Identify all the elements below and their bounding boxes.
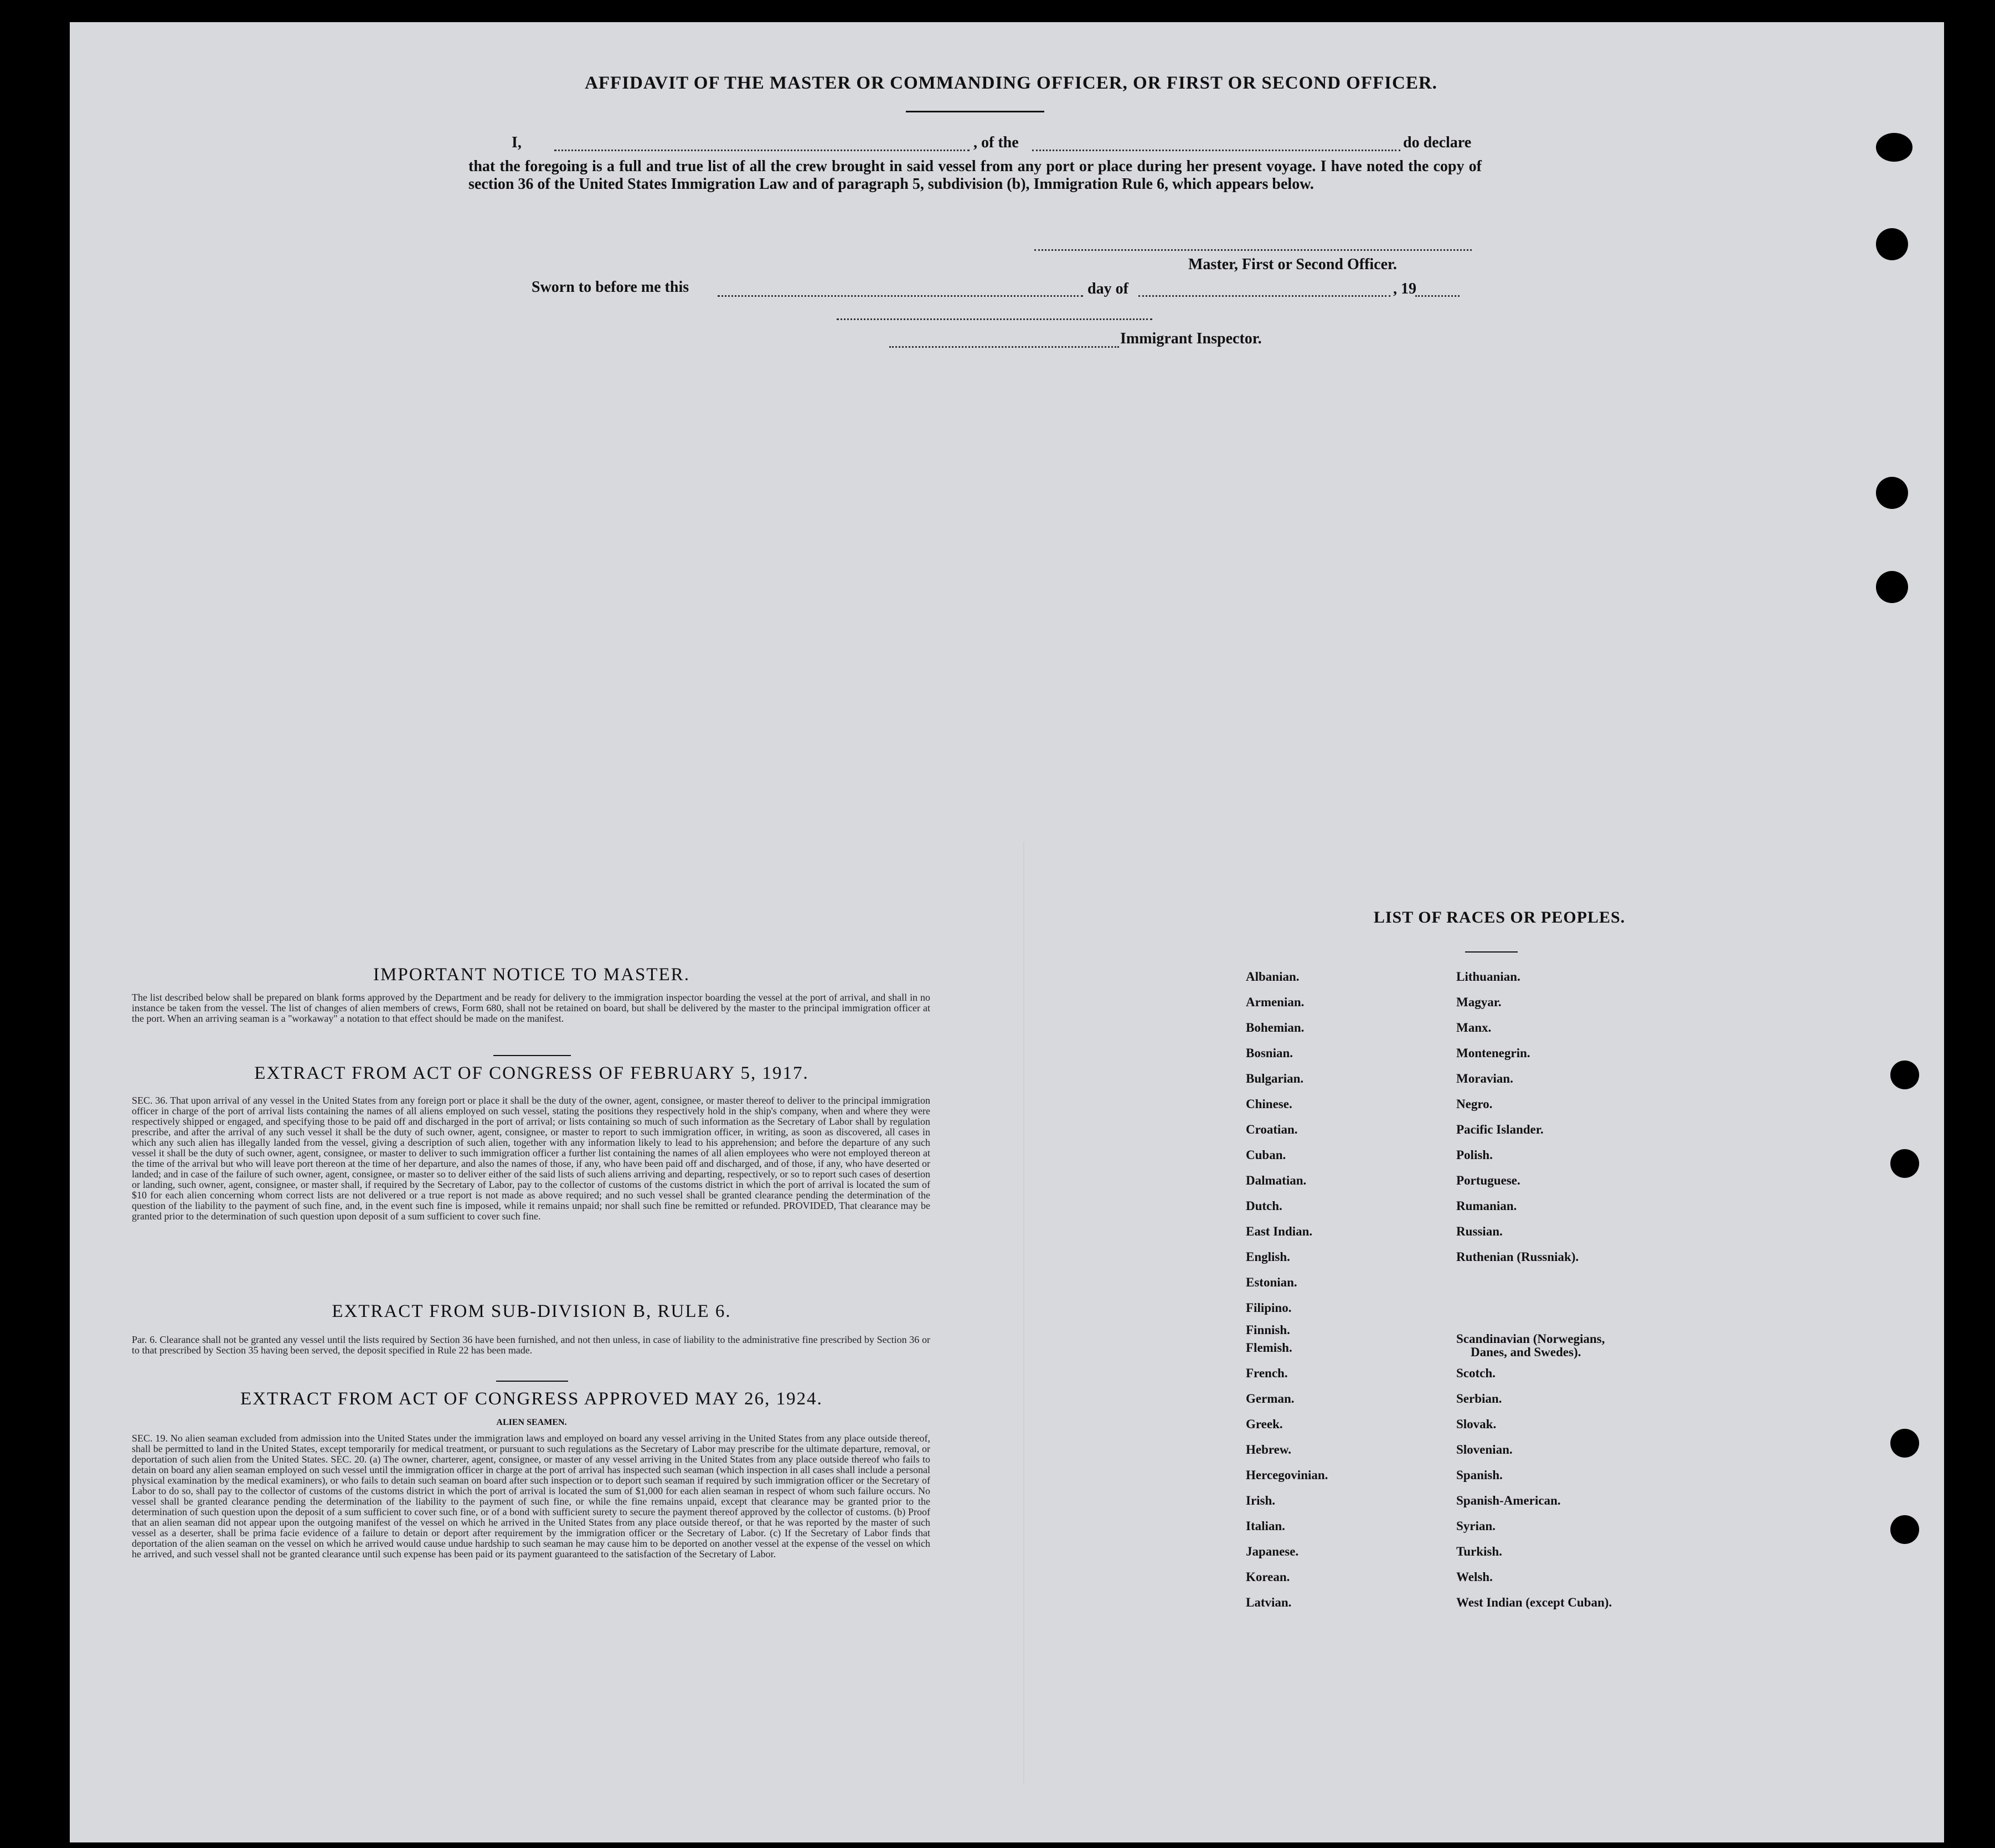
notice-rule <box>493 1055 571 1056</box>
race-item: Cuban. <box>1246 1148 1286 1162</box>
race-item: Filipino. <box>1246 1301 1292 1315</box>
races-rule <box>1465 951 1518 953</box>
race-item: Russian. <box>1456 1224 1503 1238</box>
binder-hole <box>1876 228 1908 260</box>
race-item: German. <box>1246 1392 1295 1406</box>
day-of-label: day of <box>1087 280 1128 297</box>
race-item: Bosnian. <box>1246 1046 1293 1060</box>
notice-title: IMPORTANT NOTICE TO MASTER. <box>373 965 690 985</box>
race-item: Bulgarian. <box>1246 1072 1304 1085</box>
race-item: Slovak. <box>1456 1417 1497 1431</box>
year-label: , 19 <box>1393 280 1416 297</box>
race-item: Bohemian. <box>1246 1021 1305 1034</box>
race-item: Croatian. <box>1246 1123 1298 1136</box>
race-item: Korean. <box>1246 1570 1290 1584</box>
of-the-label: , of the <box>973 134 1019 151</box>
rule6-rule <box>496 1381 568 1382</box>
notice-text: The list described below shall be prepared on blank forms approved by the Department and be ready for delivery to the immigration inspector boarding the vessel at the port of arrival, and shall in no instance be taken from the vessel. The list of changes of alien members of crews, Form 680, shall not be retained on board, but shall be delivered by the master to the principal immigration officer at the port. When an arriving seaman is a "workaway" a notation to that effect should be made on the manifest. <box>132 992 930 1024</box>
race-item: Spanish. <box>1456 1468 1503 1482</box>
binder-hole <box>1876 133 1912 162</box>
extract-1924-subtitle: ALIEN SEAMEN. <box>496 1418 567 1427</box>
master-signature-blank <box>1034 249 1472 251</box>
vessel-name-blank <box>1032 150 1400 151</box>
extract-1917-title: EXTRACT FROM ACT OF CONGRESS OF FEBRUARY 5, 1917. <box>254 1063 809 1083</box>
year-blank <box>1415 295 1460 297</box>
race-item: West Indian (except Cuban). <box>1456 1595 1612 1609</box>
race-item: Magyar. <box>1456 995 1502 1009</box>
race-item: Danes, and Swedes). <box>1471 1345 1581 1359</box>
inspector-label: Immigrant Inspector. <box>1120 330 1262 347</box>
race-item: French. <box>1246 1366 1288 1380</box>
affiant-label: I, <box>512 134 522 151</box>
inspector-upper-blank <box>837 318 1152 320</box>
race-item: Pacific Islander. <box>1456 1123 1544 1136</box>
race-item: Serbian. <box>1456 1392 1502 1406</box>
race-item: Scotch. <box>1456 1366 1496 1380</box>
races-title: LIST OF RACES OR PEOPLES. <box>1373 908 1626 926</box>
race-item: Hercegovinian. <box>1246 1468 1328 1482</box>
race-item: Spanish-American. <box>1456 1494 1561 1507</box>
master-signature-label: Master, First or Second Officer. <box>1188 256 1397 273</box>
race-item: Moravian. <box>1456 1072 1513 1085</box>
binder-hole <box>1890 1149 1919 1178</box>
extract-rule6-text: Par. 6. Clearance shall not be granted any vessel until the lists required by Section 36 have been furnished, and not then unless, in case of liability to the administrative fine prescribed by Section 36 or to that prescribed by Section 35 having been served, the deposit specified in Rule 22 has been made. <box>132 1334 930 1356</box>
race-item: Dutch. <box>1246 1199 1282 1213</box>
affiant-name-blank <box>554 150 970 151</box>
race-item: Syrian. <box>1456 1519 1496 1533</box>
binder-hole <box>1876 477 1908 509</box>
race-item: Japanese. <box>1246 1545 1299 1558</box>
race-item: Manx. <box>1456 1021 1492 1034</box>
binder-hole <box>1890 1515 1919 1544</box>
declare-label: do declare <box>1403 134 1472 151</box>
inspector-signature-blank <box>889 346 1119 348</box>
binder-hole <box>1890 1061 1919 1089</box>
race-item: Slovenian. <box>1456 1443 1513 1456</box>
race-item: Ruthenian (Russniak). <box>1456 1250 1579 1264</box>
race-item: Greek. <box>1246 1417 1283 1431</box>
race-item: East Indian. <box>1246 1224 1313 1238</box>
extract-1924-text: SEC. 19. No alien seaman excluded from admission into the United States under the immigration laws and employed on board any vessel arriving in the United States from any place outside thereof, shall be permitted to land in the United States, except temporarily for medical treatment, or pursuant to such regulations as the Secretary of Labor may prescribe for the ultimate departure, removal, or deportation of such alien from the United States. SEC. 20. (a) The owner, charterer, agent, consignee, or master of any vessel arriving in the United States from any place outside thereof who fails to detain on board any alien seaman employed on such vessel until the immigration officer in charge at the port of arrival has inspected such seaman (which inspection in all cases shall include a personal physical examination by the medical examiners), or who fails to detain such seaman on board after such inspection or to deport such seaman if required by such immigration officer or the Secretary of Labor to do so, shall pay to the collector of customs of the customs district in which the port of arrival is located the sum of $1,000 for each alien seaman in respect of whom such failure occurs. No vessel shall be granted clearance pending the determination of the liability to the payment of such fine, or while the fine remains unpaid, except that clearance may be granted prior to the determination of such question upon the deposit of a sum sufficient to cover such fine, or of a bond with sufficient surety to secure the payment thereof approved by the collector of customs. (b) Proof that an alien seaman did not appear upon the outgoing manifest of the vessel on which he arrived in the United States from any place outside thereof, or that he was reported by the master of such vessel as a deserter, shall be prima facie evidence of a failure to detain or deport after requirement by the immigration officer or the Secretary of Labor. (c) If the Secretary of Labor finds that deportation of the alien seaman on the vessel on which he arrived would cause undue hardship to such seaman he may cause him to be deported on another vessel at the expense of the vessel on which he arrived, and such vessel shall not be granted clearance until such expense has been paid or its payment guaranteed to the satisfaction of the Secretary of Labor. <box>132 1433 930 1559</box>
race-item: Finnish. <box>1246 1323 1290 1337</box>
race-item: Polish. <box>1456 1148 1493 1162</box>
race-item: English. <box>1246 1250 1290 1264</box>
race-item: Armenian. <box>1246 995 1305 1009</box>
extract-1917-text: SEC. 36. That upon arrival of any vessel in the United States from any foreign port or place it shall be the duty of the owner, agent, consignee, or master thereof to deliver to the principal immigration officer in charge of the port of arrival lists containing the names of all aliens employed on such vessel, stating the positions they respectively hold in the ship's company, when and where they were respectively shipped or engaged, and specifying those to be paid off and discharged in the port of arrival; or lists containing so much of such information as the Secretary of Labor shall by regulation prescribe, and after the arrival of any such vessel it shall be the duty of such owner, agent, consignee, or master to report to such immigration officer, in writing, as soon as discovered, all cases in which any such alien has illegally landed from the vessel, giving a description of such alien, together with any information likely to lead to his apprehension; and before the departure of any such vessel it shall be the duty of such owner, agent, consignee, or master to deliver to such immigration officer a further list containing the names of all alien employees who were not employed thereon at the time of the arrival but who will leave port thereon at the time of her departure, and also the names of those, if any, who have been paid off and discharged, and of those, if any, who have deserted or landed; and in case of the failure of such owner, agent, consignee, or master so to deliver either of the said lists of such aliens arriving and departing, respectively, or so to report such cases of desertion or landing, such owner, agent, consignee, or master shall, if required by the Secretary of Labor, pay to the collector of customs of the customs district in which the port of arrival is located the sum of $10 for each alien concerning whom correct lists are not delivered or a true report is not made as above required; and no such vessel shall be granted clearance pending the determination of the question of the liability to the payment of such fine, and, in the event such fine is imposed, while it remains unpaid; nor shall such fine be remitted or refunded. PROVIDED, That clearance may be granted prior to the determination of such question upon deposit of a sum sufficient to cover such fine. <box>132 1095 930 1222</box>
race-item: Lithuanian. <box>1456 970 1520 984</box>
race-item: Negro. <box>1456 1097 1493 1111</box>
center-fold <box>1023 842 1024 1783</box>
race-item: Chinese. <box>1246 1097 1292 1111</box>
race-item: Hebrew. <box>1246 1443 1291 1456</box>
month-blank <box>1138 295 1390 297</box>
race-item: Rumanian. <box>1456 1199 1517 1213</box>
affidavit-title: AFFIDAVIT OF THE MASTER OR COMMANDING OFFICER, OR FIRST OR SECOND OFFICER. <box>585 73 1437 93</box>
title-rule <box>906 111 1044 112</box>
race-item: Welsh. <box>1456 1570 1493 1584</box>
race-item: Scandinavian (Norwegians, <box>1456 1332 1605 1346</box>
race-item: Latvian. <box>1246 1595 1292 1609</box>
document-sheet <box>70 22 1944 1842</box>
race-item: Flemish. <box>1246 1341 1292 1355</box>
race-item: Italian. <box>1246 1519 1285 1533</box>
race-item: Estonian. <box>1246 1275 1297 1289</box>
race-item: Montenegrin. <box>1456 1046 1530 1060</box>
binder-hole <box>1890 1429 1919 1458</box>
affidavit-paragraph: that the foregoing is a full and true list of all the crew brought in said vessel from any port or place during her present voyage. I have noted the copy of section 36 of the United States Immigration Law and of paragraph 5, subdivision (b), Immigration Rule 6, which appears below. <box>468 158 1482 193</box>
race-item: Turkish. <box>1456 1545 1502 1558</box>
sworn-label: Sworn to before me this <box>532 279 689 296</box>
race-item: Albanian. <box>1246 970 1300 984</box>
race-item: Dalmatian. <box>1246 1173 1307 1187</box>
sworn-day-blank <box>718 295 1083 297</box>
extract-1924-title: EXTRACT FROM ACT OF CONGRESS APPROVED MAY 26, 1924. <box>240 1389 823 1409</box>
binder-hole <box>1876 571 1908 603</box>
race-item: Irish. <box>1246 1494 1276 1507</box>
extract-rule6-title: EXTRACT FROM SUB-DIVISION B, RULE 6. <box>332 1301 731 1321</box>
race-item: Portuguese. <box>1456 1173 1520 1187</box>
